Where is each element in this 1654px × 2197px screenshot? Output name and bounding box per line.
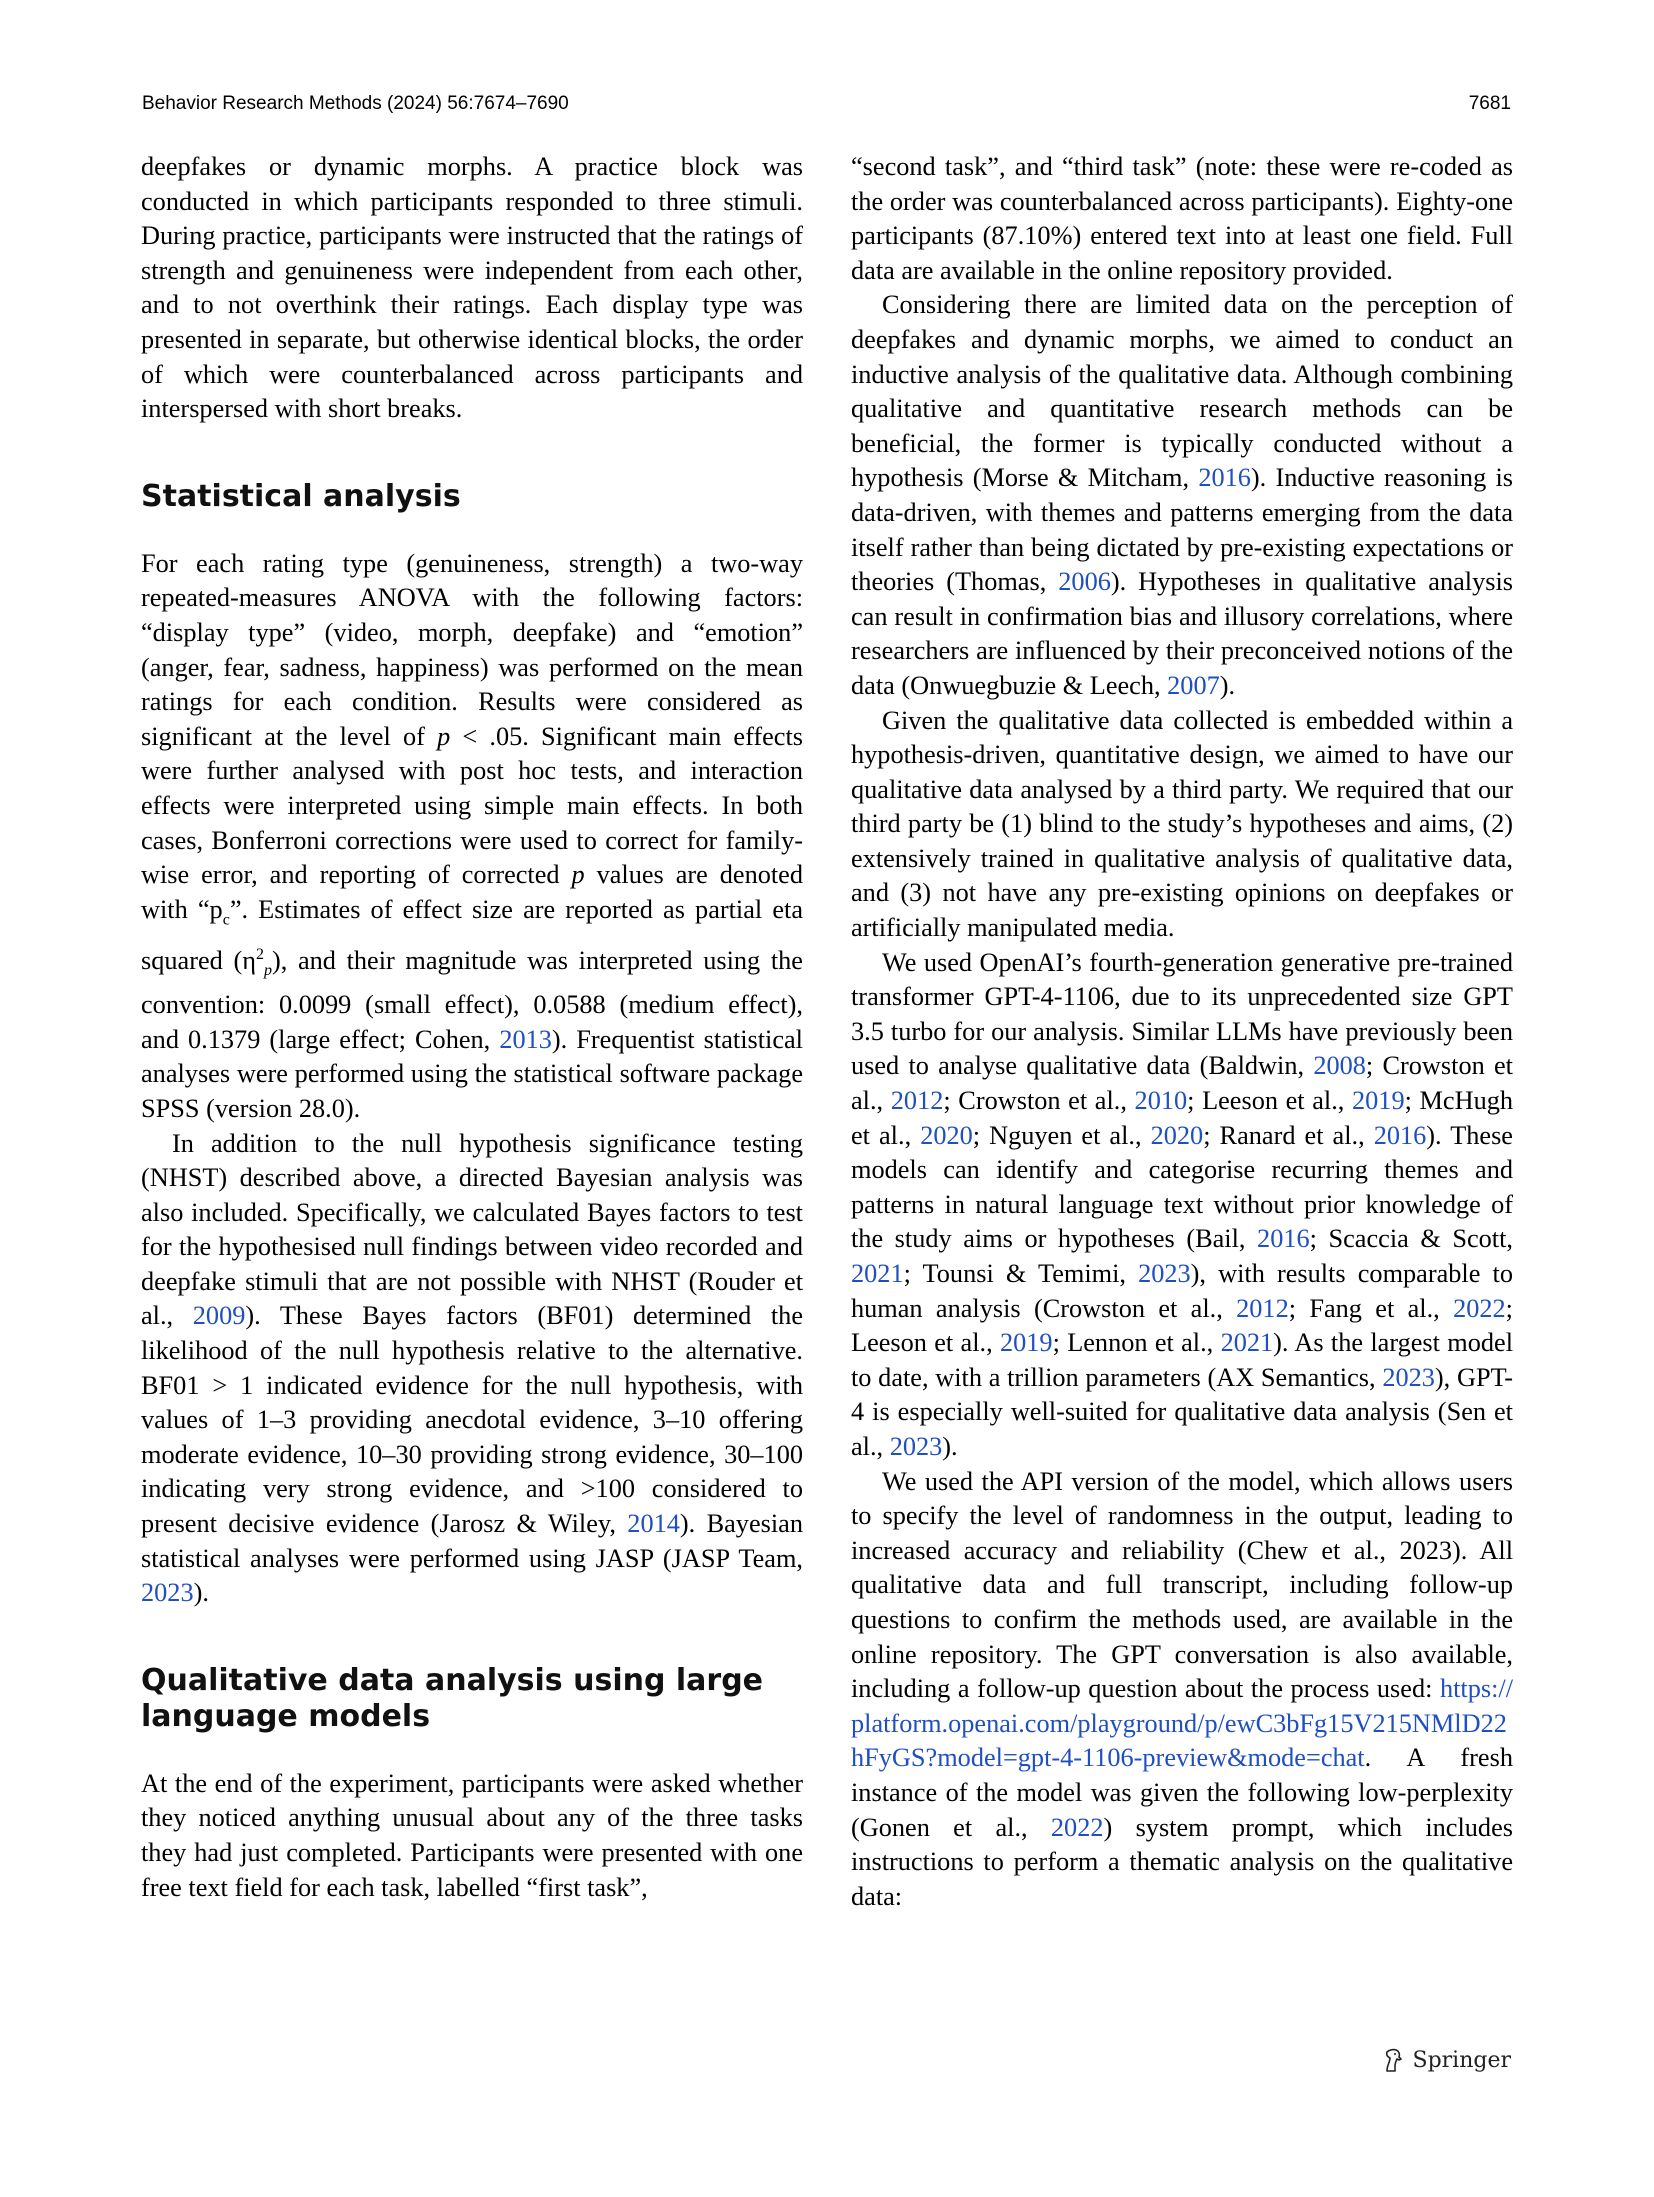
paragraph: We used the API version of the model, which allows users to specify the level of randomness in the output, leading to increased accuracy and reliability (Chew et al., 2023). All qualitative data and full transcript, including follow-up questions to confirm the methods used, are available in the online repository. The GPT conversation is also available, including a follow-up question about the process used: https://platform.openai.com/playground/p/ewC3bFg15V215NMlD22hFyGS?model=gpt-4-1106-preview&mode=chat. A fresh instance of the model was given the following low-perplexity (Gonen et al., 2022) system prompt, which includes instructions to perform a thematic analysis on the qualitative data: — [851, 1466, 1513, 1911]
left-column — [141, 150, 803, 1905]
citation-link[interactable]: 2009 — [192, 1301, 246, 1331]
paragraph: Given the qualitative data collected is embedded within a hypothesis-driven, quantitative design, we aimed to have our qualitative data analysed by a third party. We required that our third party be (1) blind to the study’s hypotheses and aims, (2) extensively trained in qualitative analysis of qualitative data, and (3) not have any pre-existing opinions on deepfakes or artificially manipulated media. — [851, 705, 1513, 943]
citation-link[interactable]: 2019 — [999, 1328, 1053, 1358]
citation-link[interactable]: 2020 — [920, 1120, 973, 1150]
citation-link[interactable]: 2016 — [1373, 1120, 1427, 1150]
citation-link[interactable]: 2016 — [1198, 463, 1251, 493]
citation-link[interactable]: 2016 — [1257, 1224, 1310, 1254]
citation-link[interactable]: 2023 — [1138, 1259, 1191, 1288]
paragraph: “second task”, and “third task” (note: these were re-coded as the order was counterbalanced across participants). Eighty-one participants (87.10%) entered text into at least one field. Full data are available in the online repository provided. — [851, 152, 1513, 285]
page-number: 7681 — [1468, 93, 1511, 114]
citation-link[interactable]: 2019 — [1352, 1086, 1405, 1116]
paragraph: Considering there are limited data on the perception of deepfakes and dynamic morphs, we aimed to conduct an inductive analysis of the qualitative data. Although combining qualitative and quantitative research methods can be beneficial, the former is typically conducted without a hypothesis (Morse & Mitcham, 2016). Inductive reasoning is data-driven, with themes and patterns emerging from the data itself rather than being dictated by pre-existing expectations or theories (Thomas, 2006). Hypotheses in qualitative analysis can result in confirmation bias and illusory correlations, where researchers are influenced by their preconceived notions of the data (Onwuegbuzie & Leech, 2007). — [851, 290, 1513, 700]
citation-link[interactable]: 2022 — [1050, 1812, 1104, 1842]
citation-link[interactable]: 2021 — [851, 1259, 904, 1288]
citation-link[interactable]: 2012 — [890, 1086, 944, 1116]
citation-link[interactable]: 2006 — [1058, 567, 1111, 597]
citation-link[interactable]: 2010 — [1134, 1086, 1188, 1116]
publisher-logo — [1381, 2047, 1512, 2073]
publisher-name: Springer — [1412, 2047, 1511, 2073]
citation-link[interactable]: 2014 — [627, 1509, 680, 1539]
paragraph: We used OpenAI’s fourth-generation generative pre-trained transformer GPT-4-1106, due to its unprecedented size GPT 3.5 turbo for our analysis. Similar LLMs have previously been used to analyse qualitative data (Baldwin, 2008; Crowston et al., 2012; Crowston et al., 2010; Leeson et al., 2019; McHugh et al., 2020; Nguyen et al., 2020; Ranard et al., 2016). These models can identify and categorise recurring themes and patterns in natural language text without prior knowledge of the study aims or hypotheses (Bail, 2016; Scaccia & Scott, 2021; Tounsi & Temimi, 2023), with results comparable to human analysis (Crowston et al., 2012; Fang et al., 2022; Leeson et al., 2019; Lennon et al., 2021). As the largest model to date, with a trillion parameters (AX Semantics, 2023), GPT-4 is especially well-suited for qualitative data analysis (Sen et al., 2023). — [851, 947, 1514, 1461]
citation-link[interactable]: 2007 — [1167, 670, 1220, 700]
citation-link[interactable]: 2013 — [499, 1024, 552, 1054]
citation-link[interactable]: 2023 — [1382, 1362, 1435, 1392]
citation-link[interactable]: 2023 — [889, 1431, 943, 1461]
paragraph: deepfakes or dynamic morphs. A practice block was conducted in which participants responded to three stimuli. During practice, participants were instructed that the ratings of strength and genuineness were independent from each other, and to not overthink their ratings. Each display type was presented in separate, but otherwise identical blocks, the order of which were counterbalanced across participants and interspersed with short breaks. — [141, 152, 803, 424]
journal-header: Behavior Research Methods (2024) 56:7674–7690 — [142, 93, 569, 114]
paragraph: In addition to the null hypothesis significance testing (NHST) described above, a directed Bayesian analysis was also included. Specifically, we calculated Bayes factors to test for the hypothesised null findings between video recorded and deepfake stimuli that are not possible with NHST (Rouder et al., 2009). These Bayes factors (BF01) determined the likelihood of the null hypothesis relative to the alternative. BF01 > 1 indicated evidence for the null hypothesis, with values of 1–3 providing anecdotal evidence, 3–10 offering moderate evidence, 10–30 providing strong evidence, 30–100 indicating very strong evidence, and >100 considered to present decisive evidence (Jarosz & Wiley, 2014). Bayesian statistical analyses were performed using JASP (JASP Team, 2023). — [141, 1128, 803, 1608]
section-heading-qualitative-analysis: Qualitative data analysis using large language models — [141, 1662, 764, 1734]
paragraph: For each rating type (genuineness, strength) a two-way repeated-measures ANOVA with the following factors: “display type” (video, morph, deepfake) and “emotion” (anger, fear, sadness, happiness) was performed on the mean ratings for each condition. Results were considered as significant at the level of p < .05. Significant main effects were further analysed with post hoc tests, and interaction effects were interpreted using simple main effects. In both cases, Bonferroni corrections were used to correct for family-wise error, and reporting of corrected p values are denoted with “$p_c$”. Estimates of effect size are reported as partial eta squared $(\eta^2_p)$, and their magnitude was interpreted using the convention: 0.0099 (small effect), 0.0588 (medium effect), and 0.1379 (large effect; Cohen, 2013). Frequentist statistical analyses were performed using the statistical software package SPSS (version 28.0). — [141, 548, 803, 1123]
paragraph: At the end of the experiment, participants were asked whether they noticed anything unusual about any of the three tasks they had just completed. Participants were presented with one free text field for each task, labelled “first task”, — [141, 1768, 803, 1902]
springer-horse-icon — [1381, 2047, 1405, 2073]
citation-link[interactable]: 2020 — [1150, 1120, 1204, 1150]
citation-link[interactable]: 2012 — [1236, 1293, 1289, 1323]
section-heading-statistical-analysis: Statistical analysis — [141, 478, 461, 514]
citation-link[interactable]: 2022 — [1453, 1293, 1506, 1323]
citation-link[interactable]: 2008 — [1313, 1051, 1366, 1081]
gpt-conversation-link[interactable]: https://platform.openai.com/playground/p/ewC3bFg15V215NMlD22hFyGS?model=gpt-4-1106-preview&mode=chat — [851, 1674, 1513, 1773]
citation-link[interactable]: 2021 — [1220, 1328, 1274, 1358]
citation-link[interactable]: 2023 — [141, 1578, 194, 1608]
right-column — [851, 150, 1513, 1914]
